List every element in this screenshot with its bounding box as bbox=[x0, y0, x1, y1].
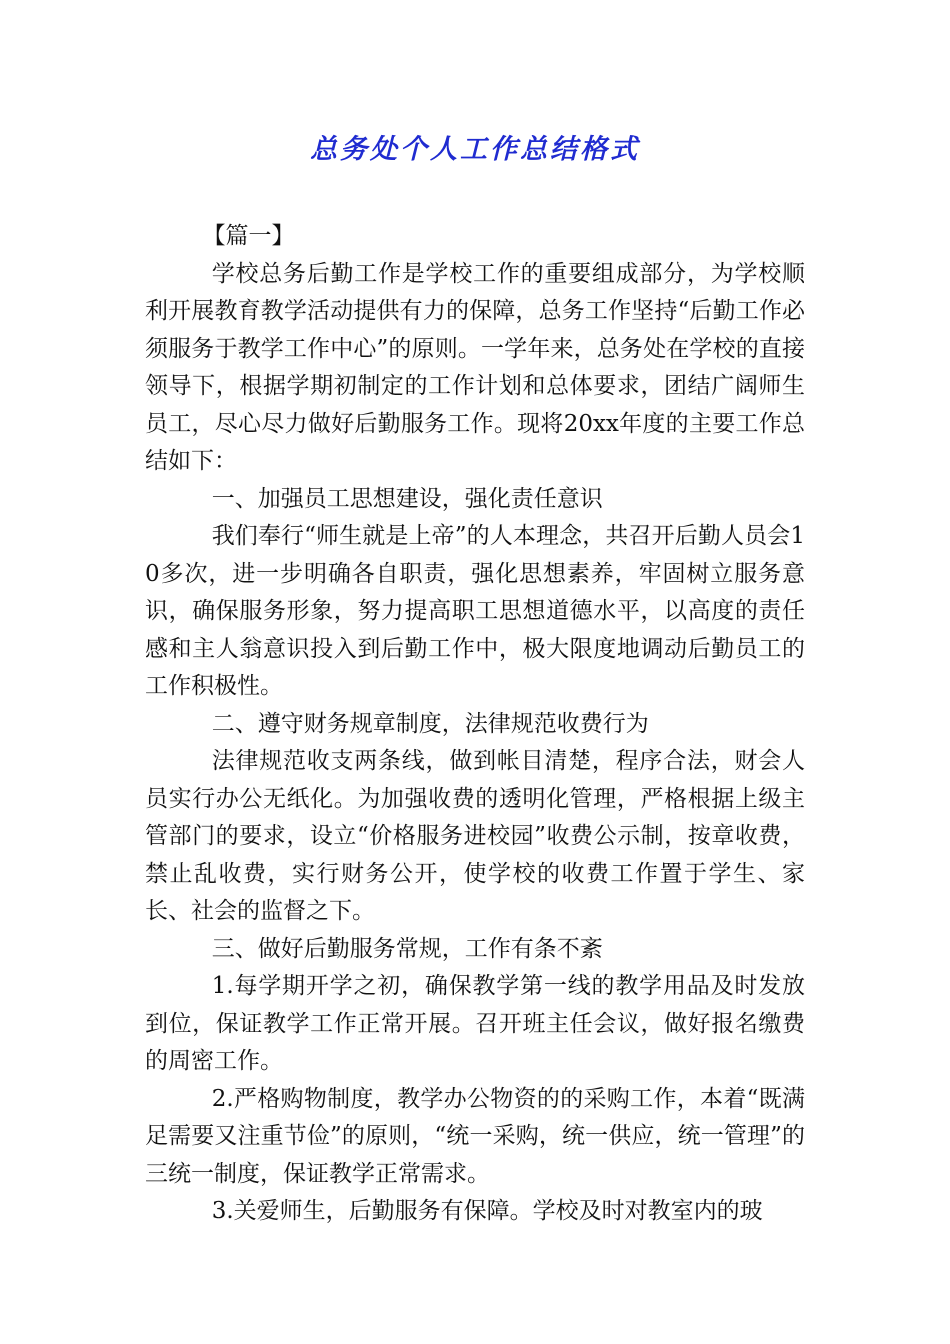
section-paragraph-2: 法律规范收支两条线，做到帐目清楚，程序合法，财会人员实行办公无纸化。为加强收费的透明化管理，严格根据上级主管部门的要求，设立“价格服务进校园”收费公示制，按章收费，禁止乱收费，实行财务公开，使学校的收费工作置于学生、家长、社会的监督之下。 bbox=[145, 748, 805, 924]
document-body bbox=[145, 218, 805, 1231]
list-item-3: 3.关爱师生，后勤服务有保障。学校及时对教室内的玻 bbox=[211, 1198, 763, 1224]
section-paragraph-1: 我们奉行“师生就是上帝”的人本理念，共召开后勤人员会10多次，进一步明确各自职责，强化思想素养，牢固树立服务意识，确保服务形象，努力提高职工思想道德水平，以高度的责任感和主人翁意识投入到后勤工作中，极大限度地调动后勤员工的工作积极性。 bbox=[145, 523, 805, 699]
section-heading-1: 一、加强员工思想建设，强化责任意识 bbox=[211, 485, 603, 512]
section-heading-3: 三、做好后勤服务常规，工作有条不紊 bbox=[211, 935, 603, 962]
document-title: 总务处个人工作总结格式 bbox=[310, 134, 640, 165]
list-item-1: 1.每学期开学之初，确保教学第一线的教学用品及时发放到位，保证教学工作正常开展。召开班主任会议，做好报名缴费的周密工作。 bbox=[145, 973, 805, 1074]
list-item-2: 2.严格购物制度，教学办公物资的的采购工作，本着“既满足需要又注重节俭”的原则，“统一采购，统一供应，统一管理”的三统一制度，保证教学正常需求。 bbox=[145, 1085, 805, 1187]
intro-paragraph: 学校总务后勤工作是学校工作的重要组成部分，为学校顺利开展教育教学活动提供有力的保障，总务工作坚持“后勤工作必须服务于教学工作中心”的原则。一学年来，总务处在学校的直接领导下，根据学期初制定的工作计划和总体要求，团结广阔师生员工，尽心尽力做好后勤服务工作。现将20xx年度的主要工作总结如下： bbox=[145, 260, 805, 474]
section-marker: 【篇一】 bbox=[202, 223, 295, 249]
section-heading-2: 二、遵守财务规章制度，法律规范收费行为 bbox=[211, 710, 649, 737]
